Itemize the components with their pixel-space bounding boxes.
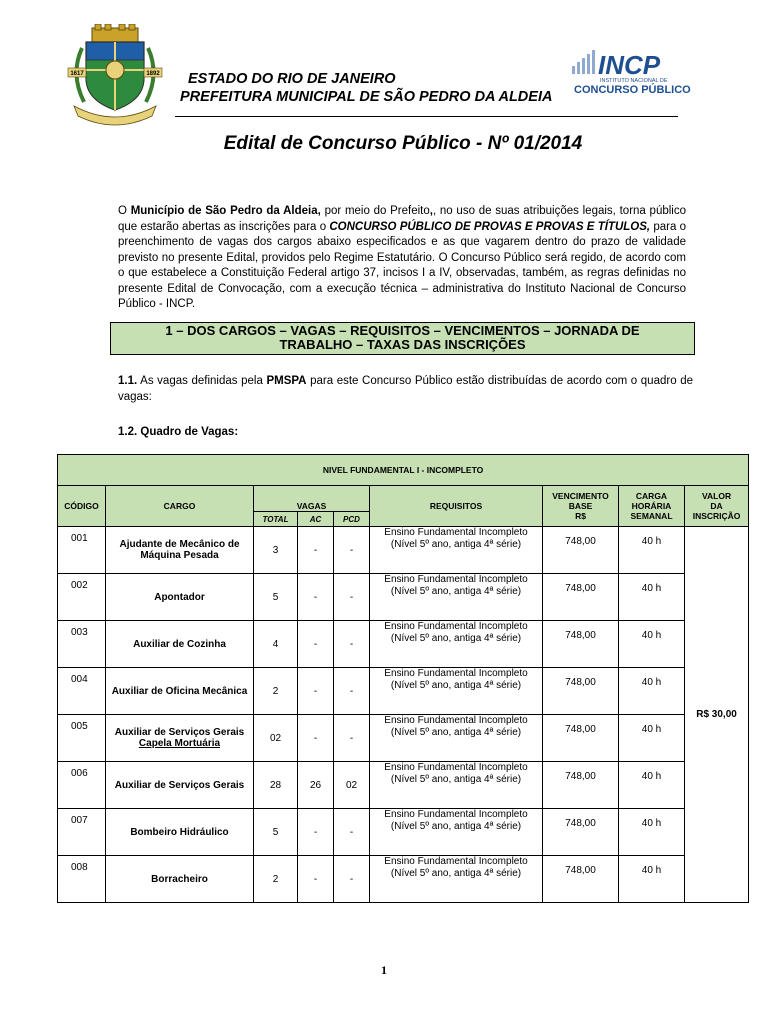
col-header-vencimento: VENCIMENTO BASE R$ bbox=[543, 486, 619, 527]
crest-year-left: 1617 bbox=[70, 71, 84, 77]
crest-year-right: 1892 bbox=[146, 71, 160, 77]
cell-total: 2 bbox=[254, 856, 298, 903]
cell-requisitos: Ensino Fundamental Incompleto (Nível 5º ano, antiga 4ª série) bbox=[370, 527, 543, 574]
incp-logo bbox=[566, 44, 696, 98]
cell-total: 5 bbox=[254, 809, 298, 856]
table-row bbox=[58, 809, 749, 856]
cell-vencimento: 748,00 bbox=[543, 574, 619, 621]
state-name: ESTADO DO RIO DE JANEIRO bbox=[188, 71, 396, 87]
cell-pcd: - bbox=[334, 527, 370, 574]
cell-requisitos: Ensino Fundamental Incompleto (Nível 5º ano, antiga 4ª série) bbox=[370, 668, 543, 715]
cell-carga: 40 h bbox=[619, 856, 685, 903]
table-row bbox=[58, 856, 749, 903]
cell-ac: - bbox=[298, 621, 334, 668]
cell-total: 28 bbox=[254, 762, 298, 809]
cell-codigo: 006 bbox=[58, 762, 106, 809]
cell-codigo: 002 bbox=[58, 574, 106, 621]
table-row bbox=[58, 621, 749, 668]
cell-pcd: - bbox=[334, 715, 370, 762]
cell-vencimento: 748,00 bbox=[543, 762, 619, 809]
cell-carga: 40 h bbox=[619, 668, 685, 715]
cell-pcd: 02 bbox=[334, 762, 370, 809]
incp-logo-subtitle-2: CONCURSO PÚBLICO bbox=[574, 84, 691, 96]
cell-cargo: Bombeiro Hidráulico bbox=[106, 809, 254, 856]
col-header-valor: VALOR DA INSCRIÇÃO bbox=[685, 486, 749, 527]
cell-vencimento: 748,00 bbox=[543, 715, 619, 762]
col-header-ac: AC bbox=[298, 512, 334, 527]
cell-pcd: - bbox=[334, 856, 370, 903]
cell-carga: 40 h bbox=[619, 715, 685, 762]
cell-codigo: 004 bbox=[58, 668, 106, 715]
col-header-vagas: VAGAS bbox=[254, 486, 370, 512]
incp-logo-text: INCP bbox=[598, 50, 661, 80]
intro-paragraph: O Município de São Pedro da Aldeia, por meio do Prefeito,, no uso de suas atribuições legais, torna público que estarão abertas as inscrições para o CONCURSO PÚBLICO DE PROVAS E PROVAS E TÍTULOS, para o preenchimento de vagas dos cargos abaixo especificados e as que vagarem dentro do prazo de validade previsto no presente Edital, providos pelo Regime Estatutário. O Concurso Público será regido, de acordo com o que estabelece a Constituição Federal artigo 37, incisos I a IV, observadas, também, as regras definidas no presente Edital de Convocação, com a execução técnica – administrativa do Instituto Nacional de Concurso Público - INCP. bbox=[118, 205, 687, 310]
cell-requisitos: Ensino Fundamental Incompleto (Nível 5º ano, antiga 4ª série) bbox=[370, 715, 543, 762]
cell-vencimento: 748,00 bbox=[543, 809, 619, 856]
cell-vencimento: 748,00 bbox=[543, 527, 619, 574]
page-number: 1 bbox=[381, 963, 387, 977]
edital-title: Edital de Concurso Público - Nº 01/2014 bbox=[223, 133, 583, 154]
table-row bbox=[58, 762, 749, 809]
cell-carga: 40 h bbox=[619, 527, 685, 574]
table-level-header: NIVEL FUNDAMENTAL I - INCOMPLETO bbox=[58, 455, 749, 486]
cell-vencimento: 748,00 bbox=[543, 856, 619, 903]
cell-carga: 40 h bbox=[619, 762, 685, 809]
cell-ac: - bbox=[298, 715, 334, 762]
cell-vencimento: 748,00 bbox=[543, 621, 619, 668]
cell-pcd: - bbox=[334, 621, 370, 668]
cell-ac: - bbox=[298, 856, 334, 903]
paragraph-1-1: 1.1. As vagas definidas pela PMSPA para este Concurso Público estão distribuídas de acordo com o quadro de vagas: bbox=[118, 375, 693, 403]
cell-total: 3 bbox=[254, 527, 298, 574]
cell-codigo: 003 bbox=[58, 621, 106, 668]
cell-ac: - bbox=[298, 668, 334, 715]
cell-ac: - bbox=[298, 809, 334, 856]
table-row bbox=[58, 527, 749, 574]
document-header bbox=[180, 70, 553, 106]
cell-ac: 26 bbox=[298, 762, 334, 809]
cell-requisitos: Ensino Fundamental Incompleto (Nível 5º ano, antiga 4ª série) bbox=[370, 762, 543, 809]
col-header-pcd: PCD bbox=[334, 512, 370, 527]
cell-requisitos: Ensino Fundamental Incompleto (Nível 5º ano, antiga 4ª série) bbox=[370, 809, 543, 856]
cell-carga: 40 h bbox=[619, 574, 685, 621]
col-header-carga: CARGA HORÁRIA SEMANAL bbox=[619, 486, 685, 527]
col-header-cargo: CARGO bbox=[106, 486, 254, 527]
cell-carga: 40 h bbox=[619, 621, 685, 668]
cell-requisitos: Ensino Fundamental Incompleto (Nível 5º ano, antiga 4ª série) bbox=[370, 856, 543, 903]
cell-requisitos: Ensino Fundamental Incompleto (Nível 5º ano, antiga 4ª série) bbox=[370, 621, 543, 668]
cell-carga: 40 h bbox=[619, 809, 685, 856]
table-row bbox=[58, 715, 749, 762]
paragraph-1-2-heading: 1.2. Quadro de Vagas: bbox=[118, 426, 239, 438]
cell-cargo: Borracheiro bbox=[106, 856, 254, 903]
table-row bbox=[58, 574, 749, 621]
cell-codigo: 001 bbox=[58, 527, 106, 574]
cell-cargo: Apontador bbox=[106, 574, 254, 621]
cell-cargo: Auxiliar de Serviços Gerais bbox=[106, 762, 254, 809]
cell-pcd: - bbox=[334, 809, 370, 856]
cell-total: 4 bbox=[254, 621, 298, 668]
cell-codigo: 007 bbox=[58, 809, 106, 856]
cell-total: 02 bbox=[254, 715, 298, 762]
table-row bbox=[58, 668, 749, 715]
cell-valor-inscricao: R$ 30,00 bbox=[685, 527, 749, 903]
cell-cargo: Ajudante de Mecânico de Máquina Pesada bbox=[106, 527, 254, 574]
municipal-crest-logo bbox=[64, 24, 166, 126]
vacancies-table bbox=[57, 454, 749, 903]
incp-logo-subtitle-1: INSTITUTO NACIONAL DE bbox=[600, 78, 668, 84]
col-header-requisitos: REQUISITOS bbox=[370, 486, 543, 527]
cell-vencimento: 748,00 bbox=[543, 668, 619, 715]
section-heading: 1 – DOS CARGOS – VAGAS – REQUISITOS – VENCIMENTOS – JORNADA DE TRABALHO – TAXAS DAS INSCRIÇÕES bbox=[110, 322, 695, 355]
header-divider bbox=[175, 116, 678, 117]
col-header-total: TOTAL bbox=[254, 512, 298, 527]
cell-cargo: Auxiliar de Cozinha bbox=[106, 621, 254, 668]
cell-codigo: 005 bbox=[58, 715, 106, 762]
cell-pcd: - bbox=[334, 668, 370, 715]
prefecture-name: PREFEITURA MUNICIPAL DE SÃO PEDRO DA ALDEIA bbox=[180, 89, 553, 105]
cell-cargo: Auxiliar de Oficina Mecânica bbox=[106, 668, 254, 715]
cell-pcd: - bbox=[334, 574, 370, 621]
cell-total: 2 bbox=[254, 668, 298, 715]
cell-cargo: Auxiliar de Serviços Gerais Capela Mortuária bbox=[106, 715, 254, 762]
cell-ac: - bbox=[298, 527, 334, 574]
cell-requisitos: Ensino Fundamental Incompleto (Nível 5º ano, antiga 4ª série) bbox=[370, 574, 543, 621]
col-header-codigo: CÓDIGO bbox=[58, 486, 106, 527]
cell-codigo: 008 bbox=[58, 856, 106, 903]
cell-total: 5 bbox=[254, 574, 298, 621]
cell-ac: - bbox=[298, 574, 334, 621]
